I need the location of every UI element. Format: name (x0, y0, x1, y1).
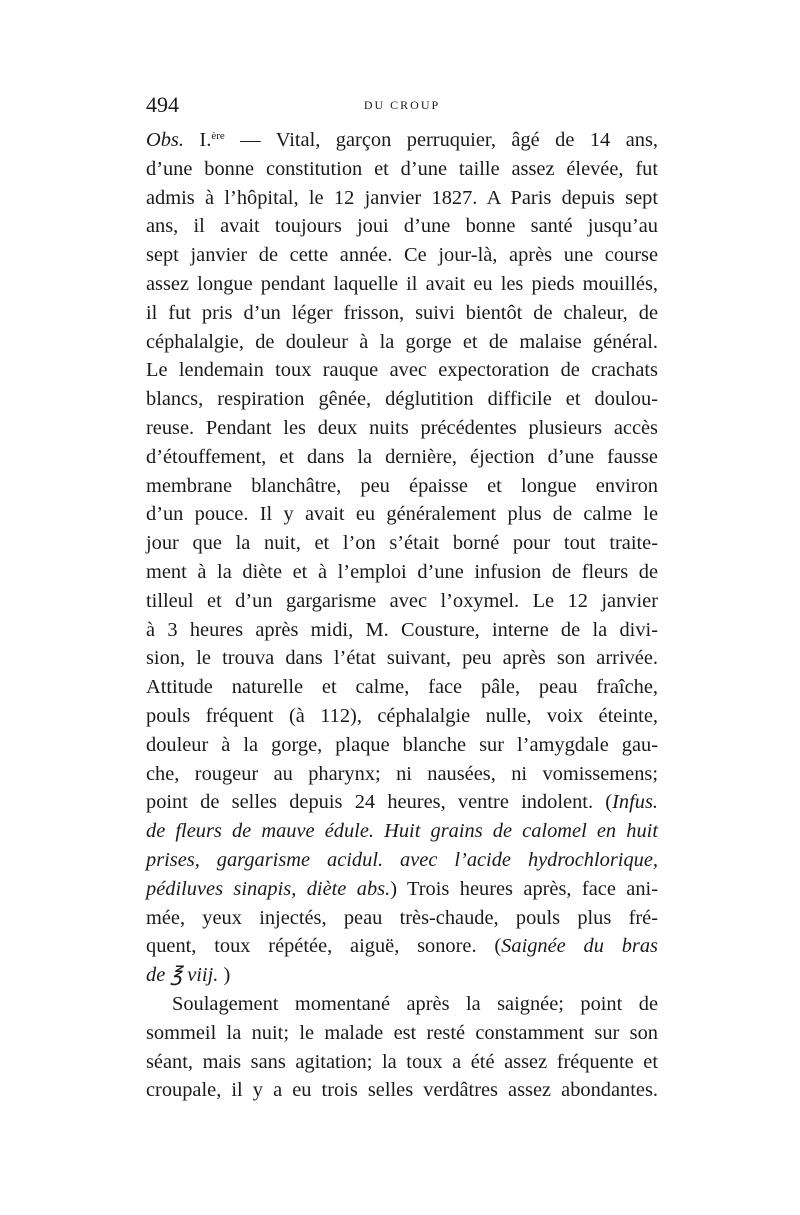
text-line (146, 846, 658, 875)
text-run: tilleul et d’un gargarisme avec l’oxymel. Le 12 janvier (146, 589, 658, 612)
text-run: — Vital, garçon perruquier, âgé de 14 ans, (224, 129, 658, 151)
text-run: point de selles depuis 24 heures, ventre indolent. ( (146, 791, 613, 814)
text-line (146, 472, 658, 501)
text-run: sept janvier de cette année. Ce jour-là, après une course (146, 244, 658, 267)
italic-text: Obs. (146, 129, 184, 151)
text-run: ans, il avait toujours joui d’une bonne santé jusqu’au (146, 215, 658, 238)
text-line (146, 126, 658, 155)
text-line (146, 616, 658, 645)
text-run: Le lendemain toux rauque avec expectoration de crachats (146, 359, 658, 382)
superscript: ère (211, 130, 225, 142)
text-line (146, 500, 658, 529)
text-run: membrane blanchâtre, peu épaisse et longue environ (146, 474, 658, 497)
text-run: jour que la nuit, et l’on s’était borné pour tout traite- (146, 532, 658, 555)
italic-text: Infus. (612, 791, 658, 814)
running-title: DU CROUP (363, 98, 441, 112)
text-run: céphalalgie, de douleur à la gorge et de malaise général. (146, 330, 658, 353)
text-line (146, 241, 658, 270)
text-line (146, 356, 658, 385)
text-line (146, 1076, 658, 1105)
text-run: sommeil la nuit; le malade est resté constamment sur son (146, 1021, 658, 1044)
italic-text: de ℥ viij. (146, 964, 219, 987)
text-line (146, 932, 658, 961)
text-line (146, 961, 658, 990)
body-text (146, 126, 658, 1105)
text-line (146, 558, 658, 587)
text-run: ) (218, 964, 231, 987)
text-line (146, 587, 658, 616)
text-line (146, 644, 658, 673)
text-line (146, 212, 658, 241)
text-line (146, 299, 658, 328)
text-run: ) Trois heures après, face ani- (390, 877, 658, 900)
text-run: pouls fréquent (à 112), céphalalgie nulle, voix éteinte, (146, 704, 658, 727)
text-run: Soulagement momentané après la saignée; point de (172, 992, 658, 1015)
text-line (146, 529, 658, 558)
text-line (146, 702, 658, 731)
text-run: mée, yeux injectés, peau très-chaude, pouls plus fré- (146, 906, 658, 929)
text-run: Attitude naturelle et calme, face pâle, peau fraîche, (146, 676, 658, 699)
text-line (146, 817, 658, 846)
italic-text: de fleurs de mauve édule. Huit grains de calomel en huit (146, 820, 658, 843)
text-line (146, 990, 658, 1019)
text-run: il fut pris d’un léger frisson, suivi bientôt de chaleur, de (146, 301, 658, 324)
text-line (146, 788, 658, 817)
text-run: quent, toux répétée, aiguë, sonore. ( (146, 935, 502, 958)
italic-text: prises, gargarisme acidul. avec l’acide hydrochlorique, (146, 848, 658, 871)
italic-text: Saignée du bras (501, 935, 658, 958)
text-run: séant, mais sans agitation; la toux a été assez fréquente et (146, 1050, 658, 1073)
text-line (146, 1048, 658, 1077)
text-line (146, 184, 658, 213)
text-line (146, 270, 658, 299)
page-number: 494 (146, 92, 179, 117)
text-run: d’étouffement, et dans la dernière, éjection d’une fausse (146, 445, 658, 468)
text-run: admis à l’hôpital, le 12 janvier 1827. A Paris depuis sept (146, 186, 658, 209)
text-run: ment à la diète et à l’emploi d’une infusion de fleurs de (146, 560, 658, 583)
text-run: à 3 heures après midi, M. Cousture, interne de la divi- (146, 618, 658, 641)
text-run: che, rougeur au pharynx; ni nausées, ni vomissemens; (146, 762, 658, 785)
text-run: I. (183, 129, 212, 151)
text-run: d’un pouce. Il y avait eu généralement plus de calme le (146, 503, 658, 526)
italic-text: pédiluves sinapis, diète abs. (146, 877, 391, 900)
text-line (146, 1019, 658, 1048)
text-line (146, 443, 658, 472)
text-line (146, 673, 658, 702)
text-line (146, 731, 658, 760)
text-run: assez longue pendant laquelle il avait eu les pieds mouillés, (146, 272, 658, 295)
text-run: douleur à la gorge, plaque blanche sur l’amygdale gau- (146, 733, 658, 756)
text-line (146, 385, 658, 414)
text-run: reuse. Pendant les deux nuits précédentes plusieurs accès (146, 416, 658, 439)
text-run: sion, le trouva dans l’état suivant, peu après son arrivée. (146, 647, 658, 670)
text-line (146, 155, 658, 184)
text-line (146, 760, 658, 789)
text-line (146, 904, 658, 933)
text-line (146, 875, 658, 904)
text-line (146, 328, 658, 357)
page-header (146, 92, 658, 122)
text-run: d’une bonne constitution et d’une taille assez élevée, fut (146, 157, 658, 180)
text-line (146, 414, 658, 443)
text-run: blancs, respiration gênée, déglutition difficile et doulou- (146, 388, 658, 411)
text-run: croupale, il y a eu trois selles verdâtres assez abondantes. (146, 1079, 658, 1102)
